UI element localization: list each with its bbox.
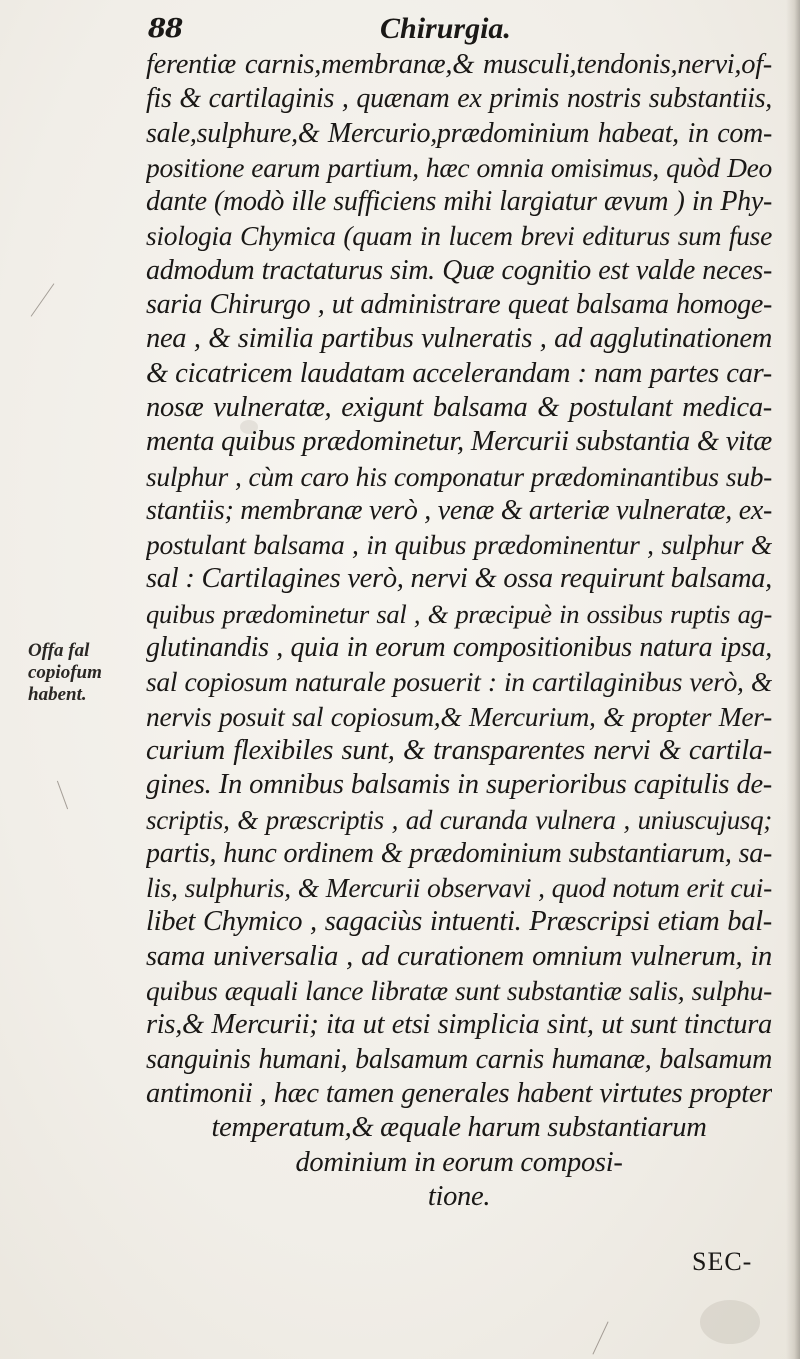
catchword: SEC-	[692, 1247, 753, 1276]
text-line: nervis posuit sal copiosum,& Mercurium, & propter Mer-	[146, 700, 772, 732]
text-line: ferentiæ carnis,membranæ,& musculi,tendonis,nervi,of-	[146, 49, 772, 80]
page-edge-shadow	[786, 0, 800, 1359]
text-line: sanguinis humani, balsamum carnis humanæ, balsamum	[146, 1043, 772, 1075]
text-line: fis & cartilaginis , quænam ex primis nostris substantiis,	[146, 83, 772, 115]
text-line: dante (modò ille sufficiens mihi largiatur ævum ) in Phy-	[146, 186, 772, 218]
text-line: stantiis; membranæ verò , venæ & arteriæ vulneratæ, ex-	[146, 494, 772, 526]
margin-note-line: habent.	[28, 684, 87, 705]
text-line: postulant balsama , in quibus prædominentur , sulphur &	[146, 529, 772, 561]
text-line: libet Chymico , sagaciùs intuenti. Præscripsi etiam bal-	[146, 906, 772, 938]
text-line: sama universalia , ad curationem omnium vulnerum, in	[146, 940, 772, 972]
margin-note-line: copiofum	[28, 662, 102, 683]
text-line: scriptis, & præscriptis , ad curanda vulnera , uniuscujusq;	[146, 804, 772, 835]
text-line: ris,& Mercurii; ita ut etsi simplicia sint, ut sunt tinctura	[146, 1009, 772, 1041]
text-line: tione.	[427, 1180, 491, 1212]
text-line: antimonii , hæc tamen generales habent virtutes propter	[146, 1077, 772, 1109]
running-head: Chirurgia.	[380, 12, 511, 45]
text-line: sale,sulphure,& Mercurio,prædominium habeat, in com-	[146, 117, 772, 149]
text-line: glutinandis , quia in eorum compositionibus natura ipsa,	[146, 632, 772, 664]
text-line: temperatum,& æquale harum substantiarum	[211, 1112, 707, 1144]
paper-stain	[240, 420, 258, 434]
text-line: menta quibus prædominetur, Mercurii substantia & vitæ	[146, 426, 772, 458]
text-line: quibus æquali lance libratæ sunt substantiæ salis, sulphu-	[146, 975, 772, 1007]
paper-stain	[700, 1300, 760, 1344]
text-line: quibus prædominetur sal , & præcipuè in ossibus ruptis ag-	[146, 598, 772, 629]
text-line: admodum tractaturus sim. Quæ cognitio est valde neces-	[146, 254, 772, 286]
margin-note	[28, 640, 134, 706]
page-header	[148, 12, 758, 52]
text-line: positione earum partium, hæc omnia omisimus, quòd Deo	[146, 151, 772, 183]
paper-scratch	[31, 283, 55, 316]
text-line: nea , & similia partibus vulneratis , ad agglutinationem	[146, 323, 772, 355]
text-line: gines. In omnibus balsamis in superioribus capitulis de-	[146, 769, 772, 801]
paper-scratch	[57, 781, 68, 810]
text-line: partis, hunc ordinem & prædominium substantiarum, sa-	[146, 837, 772, 869]
text-line: curium flexibiles sunt, & transparentes nervi & cartila-	[146, 734, 772, 766]
text-line: lis, sulphuris, & Mercurii observavi , quod notum erit cui-	[146, 872, 772, 904]
text-line: sal copiosum naturale posuerit : in cartilaginibus verò, &	[146, 666, 772, 698]
paper-scratch	[592, 1321, 608, 1354]
main-text-block	[146, 48, 772, 1214]
text-line: sal : Cartilagines verò, nervi & ossa requirunt balsama,	[146, 563, 772, 595]
text-line: nosæ vulneratæ, exigunt balsama & postulant medica-	[146, 391, 772, 423]
text-line: sulphur , cùm caro his componatur prædominantibus sub-	[146, 460, 772, 492]
text-line: siologia Chymica (quam in lucem brevi editurus sum fuse	[146, 220, 772, 252]
page-number: 88	[148, 14, 183, 44]
text-line: saria Chirurgo , ut administrare queat balsama homoge-	[146, 289, 772, 321]
text-line: & cicatricem laudatam accelerandam : nam partes car-	[146, 357, 772, 389]
margin-note-line: Offa fal	[28, 640, 90, 661]
text-line: dominium in eorum composi-	[295, 1146, 623, 1178]
